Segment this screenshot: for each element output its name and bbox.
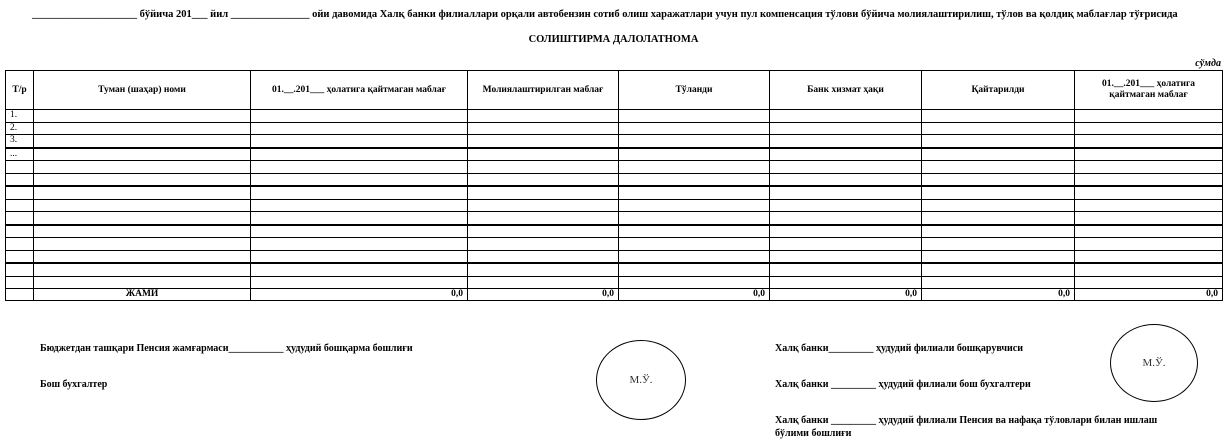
table-cell bbox=[922, 161, 1075, 174]
signature-pension-fund-head: Бюджетдан ташқари Пенсия жамғармаси___________ ҳудудий бошқарма бошлиғи bbox=[40, 343, 413, 354]
table-cell bbox=[619, 212, 770, 225]
table-cell bbox=[619, 110, 770, 123]
row-index: 1. bbox=[6, 110, 34, 123]
row-index bbox=[6, 263, 34, 276]
table-cell bbox=[922, 212, 1075, 225]
table-cell bbox=[34, 263, 251, 276]
table-cell bbox=[251, 135, 468, 148]
table-cell bbox=[34, 225, 251, 238]
table-cell bbox=[1075, 148, 1223, 161]
table-cell bbox=[251, 186, 468, 199]
total-cell-empty bbox=[6, 289, 34, 301]
table-cell bbox=[34, 199, 251, 212]
table-cell bbox=[1075, 250, 1223, 263]
table-cell bbox=[1075, 110, 1223, 123]
total-value: 0,0 bbox=[922, 289, 1075, 301]
table-row bbox=[6, 199, 1223, 212]
table-cell bbox=[1075, 135, 1223, 148]
signature-branch-manager: Халқ банки_________ ҳудудий филиали бошқарувчиси bbox=[775, 343, 1023, 354]
table-cell bbox=[468, 110, 619, 123]
table-cell bbox=[251, 212, 468, 225]
row-index: 3. bbox=[6, 135, 34, 148]
row-index bbox=[6, 238, 34, 251]
table-cell bbox=[468, 276, 619, 289]
table-row bbox=[6, 225, 1223, 238]
table-cell bbox=[770, 250, 922, 263]
row-index bbox=[6, 276, 34, 289]
table-cell bbox=[922, 186, 1075, 199]
column-header: Банк хизмат ҳақи bbox=[770, 71, 922, 110]
table-cell bbox=[251, 173, 468, 186]
table-cell bbox=[468, 199, 619, 212]
table-cell bbox=[770, 135, 922, 148]
table-cell bbox=[770, 148, 922, 161]
table-cell bbox=[251, 263, 468, 276]
signature-pension-department-head: Халқ банки _________ ҳудудий филиали Пенсия ва нафақа тўловлари билан ишлаш bbox=[775, 415, 1158, 426]
column-header: 01.__.201___ ҳолатига қайтмаган маблағ bbox=[251, 71, 468, 110]
table-cell bbox=[34, 135, 251, 148]
table-cell bbox=[1075, 212, 1223, 225]
table-cell bbox=[770, 110, 922, 123]
table-cell bbox=[770, 276, 922, 289]
table-cell bbox=[468, 250, 619, 263]
table-cell bbox=[619, 148, 770, 161]
table-cell bbox=[468, 173, 619, 186]
table-cell bbox=[922, 225, 1075, 238]
table-header-row bbox=[6, 71, 1223, 110]
column-header: Молиялаштирилган маблағ bbox=[468, 71, 619, 110]
table-cell bbox=[770, 212, 922, 225]
row-index bbox=[6, 161, 34, 174]
table-cell bbox=[922, 110, 1075, 123]
table-cell bbox=[251, 110, 468, 123]
table-cell bbox=[922, 135, 1075, 148]
table-cell bbox=[251, 250, 468, 263]
table-cell bbox=[34, 212, 251, 225]
table-cell bbox=[251, 238, 468, 251]
row-index bbox=[6, 199, 34, 212]
table-cell bbox=[251, 161, 468, 174]
table-cell bbox=[34, 276, 251, 289]
table-cell bbox=[922, 148, 1075, 161]
table-cell bbox=[468, 238, 619, 251]
table-cell bbox=[770, 173, 922, 186]
column-header: Т/р bbox=[6, 71, 34, 110]
table-cell bbox=[922, 276, 1075, 289]
table-cell bbox=[468, 148, 619, 161]
table-cell bbox=[1075, 186, 1223, 199]
total-row bbox=[6, 289, 1223, 301]
total-value: 0,0 bbox=[619, 289, 770, 301]
table-cell bbox=[619, 199, 770, 212]
row-index bbox=[6, 173, 34, 186]
table-row bbox=[6, 276, 1223, 289]
column-header: Туман (шаҳар) номи bbox=[34, 71, 251, 110]
table-row bbox=[6, 250, 1223, 263]
table-cell bbox=[770, 199, 922, 212]
table-cell bbox=[468, 122, 619, 135]
column-header: Қайтарилди bbox=[922, 71, 1075, 110]
table-cell bbox=[922, 238, 1075, 251]
stamp-placeholder-right: М.Ў. bbox=[1110, 324, 1198, 402]
table-cell bbox=[468, 135, 619, 148]
column-header: 01.__.201___ ҳолатига қайтмаган маблағ bbox=[1075, 71, 1223, 110]
table-cell bbox=[34, 250, 251, 263]
row-index bbox=[6, 225, 34, 238]
table-cell bbox=[1075, 199, 1223, 212]
table-cell bbox=[251, 122, 468, 135]
signature-branch-chief-accountant: Халқ банки _________ ҳудудий филиали бош бухгалтери bbox=[775, 379, 1031, 390]
table-cell bbox=[251, 199, 468, 212]
signature-chief-accountant: Бош бухгалтер bbox=[40, 379, 108, 390]
table-cell bbox=[468, 161, 619, 174]
currency-unit-label: сўмда bbox=[1195, 58, 1221, 69]
table-cell bbox=[922, 250, 1075, 263]
table-cell bbox=[1075, 263, 1223, 276]
table-body bbox=[6, 110, 1223, 289]
row-index bbox=[6, 212, 34, 225]
table-cell bbox=[1075, 225, 1223, 238]
document-title: СОЛИШТИРМА ДАЛОЛАТНОМА bbox=[528, 34, 699, 45]
table-cell bbox=[619, 161, 770, 174]
table-cell bbox=[619, 276, 770, 289]
table-cell bbox=[922, 173, 1075, 186]
table-cell bbox=[251, 225, 468, 238]
table-row bbox=[6, 135, 1223, 148]
row-index: ... bbox=[6, 148, 34, 161]
table-cell bbox=[34, 122, 251, 135]
table-row bbox=[6, 173, 1223, 186]
table-cell bbox=[619, 122, 770, 135]
table-row bbox=[6, 161, 1223, 174]
table-cell bbox=[770, 225, 922, 238]
table-cell bbox=[468, 212, 619, 225]
table-row bbox=[6, 148, 1223, 161]
table-cell bbox=[251, 276, 468, 289]
total-label: ЖАМИ bbox=[34, 289, 251, 301]
row-index: 2. bbox=[6, 122, 34, 135]
table-cell bbox=[1075, 276, 1223, 289]
table-cell bbox=[619, 238, 770, 251]
table-cell bbox=[770, 186, 922, 199]
table-row bbox=[6, 263, 1223, 276]
stamp-placeholder-left: М.Ў. bbox=[596, 340, 686, 420]
table-cell bbox=[1075, 173, 1223, 186]
table-cell bbox=[922, 199, 1075, 212]
table-cell bbox=[34, 161, 251, 174]
table-cell bbox=[922, 122, 1075, 135]
reconciliation-table bbox=[5, 70, 1223, 301]
table-cell bbox=[34, 238, 251, 251]
table-cell bbox=[922, 263, 1075, 276]
table-cell bbox=[34, 148, 251, 161]
table-cell bbox=[34, 110, 251, 123]
table-cell bbox=[468, 225, 619, 238]
table-row bbox=[6, 212, 1223, 225]
table-cell bbox=[770, 161, 922, 174]
table-cell bbox=[619, 173, 770, 186]
row-index bbox=[6, 186, 34, 199]
table-cell bbox=[619, 250, 770, 263]
table-row bbox=[6, 110, 1223, 123]
table-cell bbox=[770, 263, 922, 276]
table-cell bbox=[34, 186, 251, 199]
table-cell bbox=[619, 186, 770, 199]
column-header: Тўланди bbox=[619, 71, 770, 110]
table-row bbox=[6, 186, 1223, 199]
total-value: 0,0 bbox=[1075, 289, 1223, 301]
table-cell bbox=[34, 173, 251, 186]
row-index bbox=[6, 250, 34, 263]
table-cell bbox=[468, 186, 619, 199]
table-row bbox=[6, 238, 1223, 251]
signature-pension-department-head-cont: бўлими бошлиғи bbox=[775, 428, 852, 439]
table-cell bbox=[1075, 238, 1223, 251]
table-cell bbox=[619, 225, 770, 238]
table-cell bbox=[1075, 161, 1223, 174]
table-cell bbox=[770, 122, 922, 135]
table-cell bbox=[770, 238, 922, 251]
document-heading-line: ____________________ бўйича 201___ йил _______________ ойи давомида Халқ банки филиаллари орқали автобензин сотиб олиш харажатлари учун пул компенсация тўлови бўйича молиялаштирилиш, тўлов ва қолдиқ маблағлар тўғрисида bbox=[32, 9, 1178, 20]
total-value: 0,0 bbox=[770, 289, 922, 301]
table-cell bbox=[251, 148, 468, 161]
total-value: 0,0 bbox=[468, 289, 619, 301]
table-cell bbox=[1075, 122, 1223, 135]
table-row bbox=[6, 122, 1223, 135]
table-cell bbox=[468, 263, 619, 276]
table-cell bbox=[619, 263, 770, 276]
total-value: 0,0 bbox=[251, 289, 468, 301]
table-cell bbox=[619, 135, 770, 148]
